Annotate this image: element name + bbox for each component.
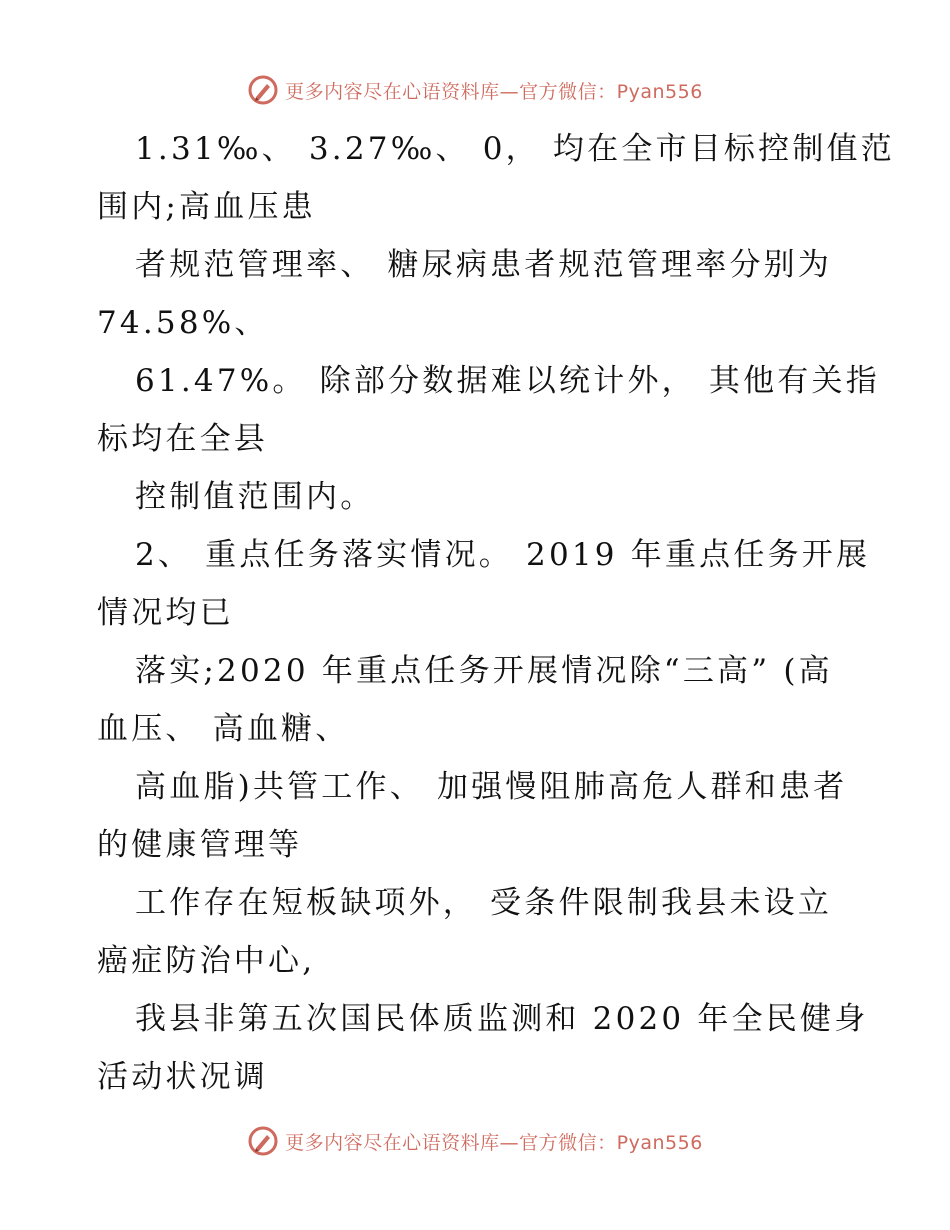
document-body (97, 120, 895, 1106)
text-line: 的健康管理等 (97, 827, 303, 863)
text-line: 血压、 高血糖、 (97, 711, 350, 747)
text-line: 工作存在短板缺项外， 受条件限制我县未设立 (135, 885, 833, 921)
footer-watermark (0, 1121, 950, 1161)
pen-circle-logo-icon (247, 74, 279, 106)
text-line: 高血脂)共管工作、 加强慢阻肺高危人群和患者 (135, 769, 848, 805)
watermark-text: 更多内容尽在心语资料库—官方微信：Pyan556 (285, 80, 703, 103)
text-line: 我县非第五次国民体质监测和 2020 年全民健身 (135, 1001, 869, 1037)
text-line: 61.47%。 除部分数据难以统计外， 其他有关指 (135, 363, 880, 399)
text-line: 74.58%、 (97, 305, 269, 341)
text-line: 控制值范围内。 (135, 479, 375, 515)
text-line: 围内;高血压患 (97, 189, 316, 225)
text-line: 标均在全县 (97, 421, 268, 457)
text-line: 2、 重点任务落实情况。 2019 年重点任务开展 (135, 537, 871, 573)
pen-circle-logo-icon (247, 1125, 279, 1157)
text-line: 者规范管理率、 糖尿病患者规范管理率分别为 (135, 247, 833, 283)
text-line: 1.31‰、 3.27‰、 0， 均在全市目标控制值范 (135, 131, 895, 167)
text-line: 情况均已 (97, 595, 234, 631)
text-line: 落实;2020 年重点任务开展情况除“三高” (高 (135, 653, 833, 689)
text-line: 活动状况调 (97, 1059, 268, 1095)
header-watermark (0, 70, 950, 110)
watermark-text: 更多内容尽在心语资料库—官方微信：Pyan556 (285, 1131, 703, 1154)
text-line: 癌症防治中心, (97, 943, 316, 979)
